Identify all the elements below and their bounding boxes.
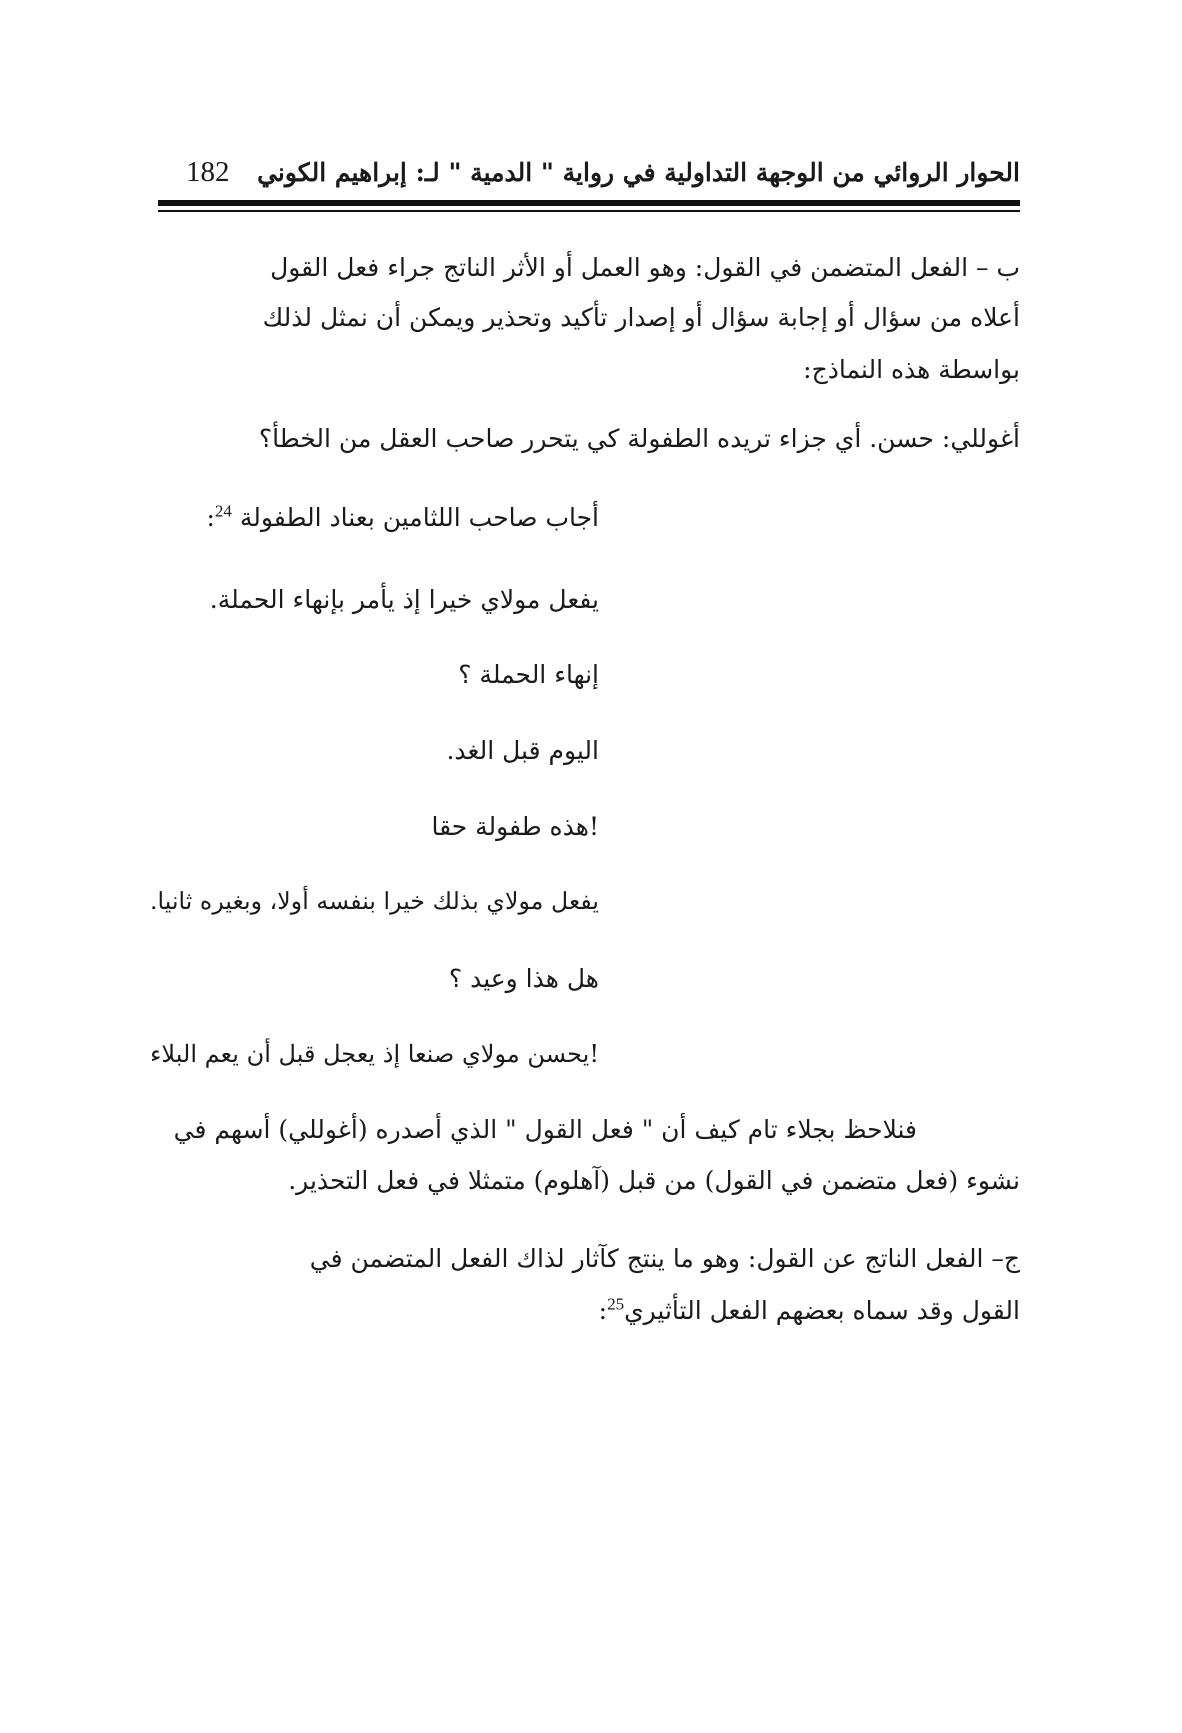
dialogue-answer-intro (206, 501, 599, 532)
paragraph-3-line-2 (598, 1294, 1020, 1325)
paragraph-3-colon: : (598, 1296, 608, 1325)
running-header-title: الحوار الروائي من الوجهة التداولية في رواية " الدمية " لـ: إبراهيم الكوني (257, 158, 1020, 187)
dialogue-line-1: يفعل مولاي خيرا إذ يأمر بإنهاء الحملة. (209, 585, 599, 614)
footnote-ref-24: 24 (214, 501, 232, 521)
paragraph-2-line-2: نشوء (فعل متضمن في القول) من قبل (آهلوم) متمثلا في فعل التحذير. (288, 1166, 1020, 1195)
paragraph-3-line-2-text: القول وقد سماه بعضهم الفعل التأثيري (624, 1296, 1020, 1325)
dialogue-line-4: !هذه طفولة حقا (431, 812, 599, 841)
running-header (158, 150, 1020, 200)
paragraph-1-line-1: ب – الفعل المتضمن في القول: وهو العمل أو الأثر الناتج جراء فعل القول (270, 253, 1020, 282)
header-rule-thick (158, 200, 1020, 206)
header-rule-thin (158, 210, 1020, 212)
dialogue-line-5: يفعل مولاي بذلك خيرا بنفسه أولا، وبغيره ثانيا. (150, 887, 599, 915)
dialogue-line-7: !يحسن مولاي صنعا إذ يعجل قبل أن يعم البلاء (150, 1040, 599, 1068)
paragraph-3-line-1: ج– الفعل الناتج عن القول: وهو ما ينتج كآثار لذاك الفعل المتضمن في (309, 1244, 1020, 1273)
footnote-ref-25: 25 (607, 1294, 625, 1314)
page-number: 182 (186, 156, 230, 188)
dialogue-answer-intro-colon: : (206, 503, 215, 532)
dialogue-answer-intro-text: أجاب صاحب اللثامين بعناد الطفولة (239, 503, 599, 532)
dialogue-question: أغوللي: حسن. أي جزاء تريده الطفولة كي يتحرر صاحب العقل من الخطأ؟ (258, 424, 1020, 453)
paragraph-2-line-1: فنلاحظ بجلاء تام كيف أن " فعل القول " الذي أصدره (أغوللي) أسهم في (173, 1115, 917, 1144)
dialogue-line-6: هل هذا وعيد ؟ (448, 964, 599, 993)
dialogue-line-3: اليوم قبل الغد. (446, 736, 599, 765)
paragraph-1-line-2: أعلاه من سؤال أو إجابة سؤال أو إصدار تأكيد وتحذير ويمكن أن نمثل لذلك (262, 303, 1020, 332)
paragraph-1-line-3: بواسطة هذه النماذج: (803, 355, 1020, 384)
dialogue-line-2: إنهاء الحملة ؟ (458, 660, 599, 689)
